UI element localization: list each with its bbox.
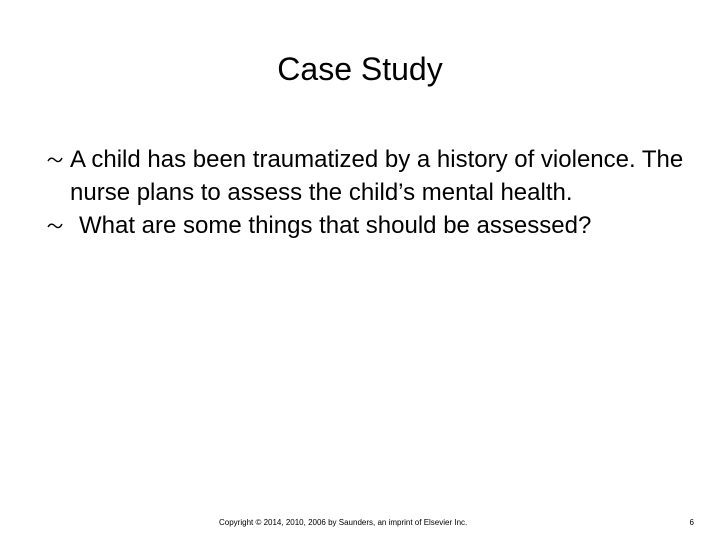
bullet-item bbox=[0, 143, 720, 209]
page-number: 6 bbox=[689, 518, 694, 527]
slide-footer bbox=[0, 517, 720, 529]
bullet-text: A child has been traumatized by a history of violence. The nurse plans to assess the child’s mental health. bbox=[70, 146, 684, 206]
slide-title: Case Study bbox=[277, 51, 443, 87]
wavy-bullet-icon bbox=[45, 209, 65, 242]
bullet-list bbox=[0, 143, 720, 242]
bullet-text: What are some things that should be assessed? bbox=[79, 212, 592, 239]
wavy-bullet-icon bbox=[45, 143, 65, 176]
bullet-item bbox=[0, 209, 720, 242]
copyright-notice: Copyright © 2014, 2010, 2006 by Saunders, an imprint of Elsevier Inc. bbox=[219, 518, 468, 527]
